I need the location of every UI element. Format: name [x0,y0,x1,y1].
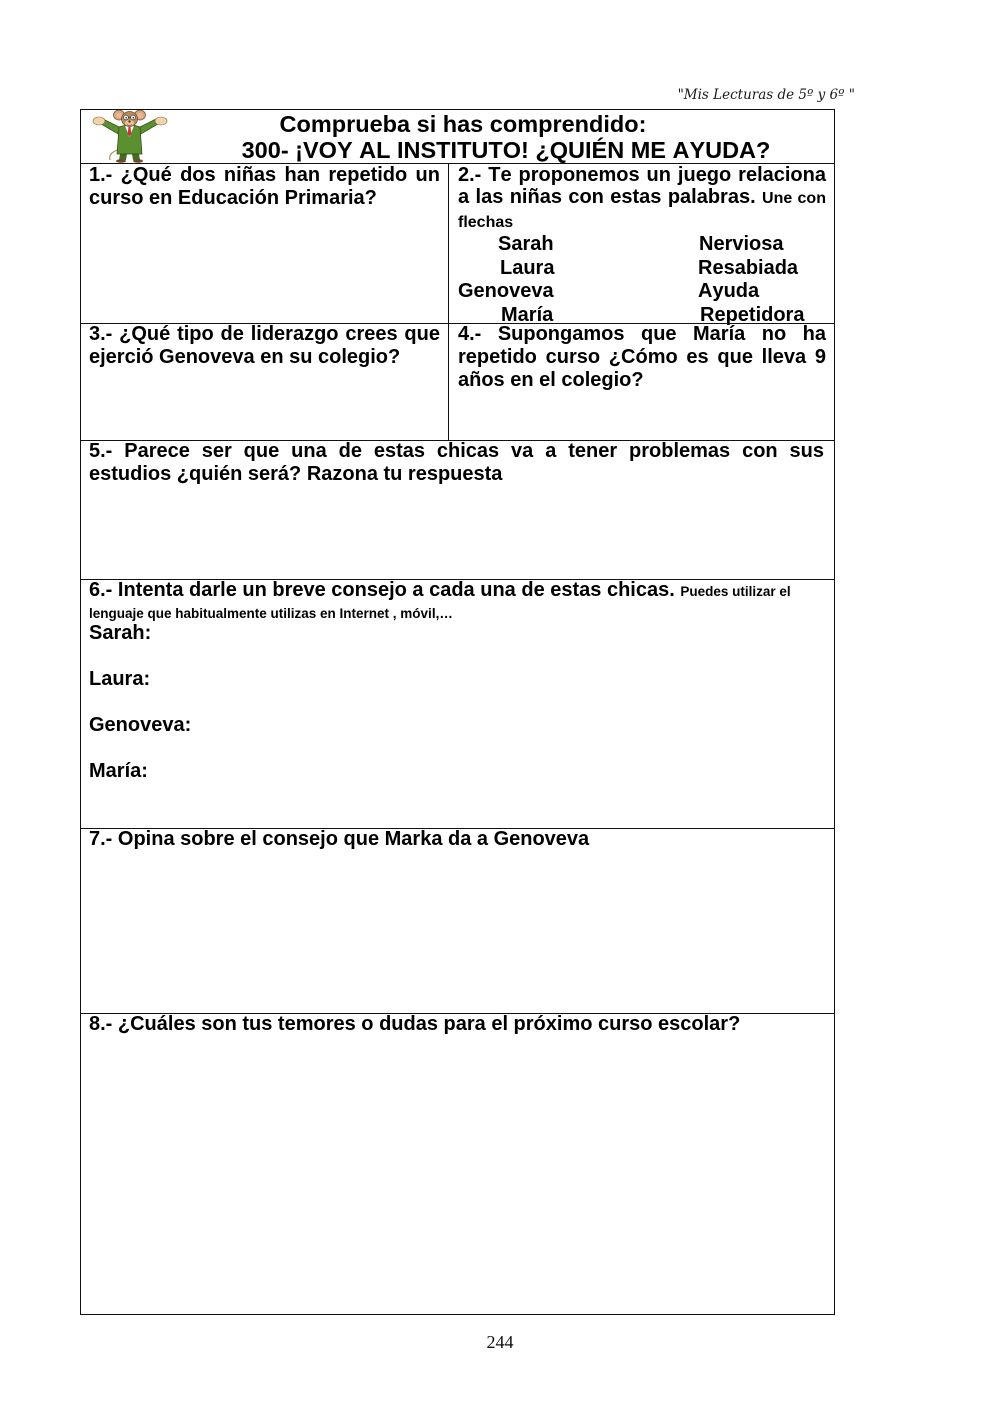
question-4-text: 4.- Supongamos que María no ha repetido curso ¿Cómo es que lleva 9 años en el colegio? [458,323,826,391]
advice-names-list [89,622,824,783]
worksheet-table [80,109,835,1315]
question-6-row [81,579,834,828]
matching-exercise [458,233,826,327]
question-8-row [81,1013,834,1314]
match-name-item: Laura [500,256,555,279]
question-7-cell [81,829,834,1013]
question-7-text: 7.- Opina sobre el consejo que Marka da a Genoveva [89,828,590,850]
question-6-note: Puedes utilizar el lenguaje que habitualmente utilizas en Internet , móvil,… [89,584,791,621]
question-1-text: 1.- ¿Qué dos niñas han repetido un curso en Educación Primaria? [89,164,440,209]
question-5-text: 5.- Parece ser que una de estas chicas va a tener problemas con sus estudios ¿quién será? Razona tu respuesta [89,440,824,485]
question-6-cell [81,580,834,828]
question-6-text: 6.- Intenta darle un breve consejo a cada una de estas chicas. [89,579,675,601]
advice-name-label: Laura: [89,668,151,690]
question-8-cell [81,1014,834,1314]
match-name-item: Genoveva [458,280,554,302]
question-4-cell [448,324,834,440]
question-2-note: Une con flechas [458,190,826,231]
question-2-text: 2.- Te proponemos un juego relaciona a las niñas con estas palabras. [458,164,826,208]
worksheet-title [81,110,834,163]
series-header-note: "Mis Lecturas de 5º y 6º " [677,87,855,103]
match-word-item: Resabiada [698,256,799,279]
question-8-text: 8.- ¿Cuáles son tus temores o dudas para el próximo curso escolar? [89,1013,741,1035]
words-column [698,233,826,327]
names-column [458,233,698,327]
question-2-paragraph [458,164,826,234]
advice-name-label: María: [89,760,148,782]
questions-row-3-4 [81,323,834,440]
question-7-row [81,828,834,1013]
match-name-item: Sarah [498,233,554,255]
page-number: 244 [486,1332,514,1352]
question-6-paragraph [89,580,824,624]
question-1-cell [81,164,448,323]
mouse-character-icon [92,110,170,163]
questions-row-1-2 [81,163,834,326]
question-5-row [81,440,834,579]
title-row [81,110,834,163]
match-word-item: Nerviosa [699,233,784,255]
question-3-text: 3.- ¿Qué tipo de liderazgo crees que ejerció Genoveva en su colegio? [89,323,440,368]
advice-name-label: Genoveva: [89,714,192,736]
question-2-cell [448,164,834,326]
question-3-cell [81,324,448,440]
match-word-item: Repetidora [700,303,805,326]
title-line-2: 300- ¡VOY AL INSTITUTO! ¿QUIÉN ME AYUDA? [241,137,771,163]
title-line-1: Comprueba si has comprendido: [279,111,647,137]
match-word-item: Ayuda [698,280,760,302]
advice-name-label: Sarah: [89,622,152,644]
question-5-cell [81,441,834,579]
match-name-item: María [501,303,554,326]
